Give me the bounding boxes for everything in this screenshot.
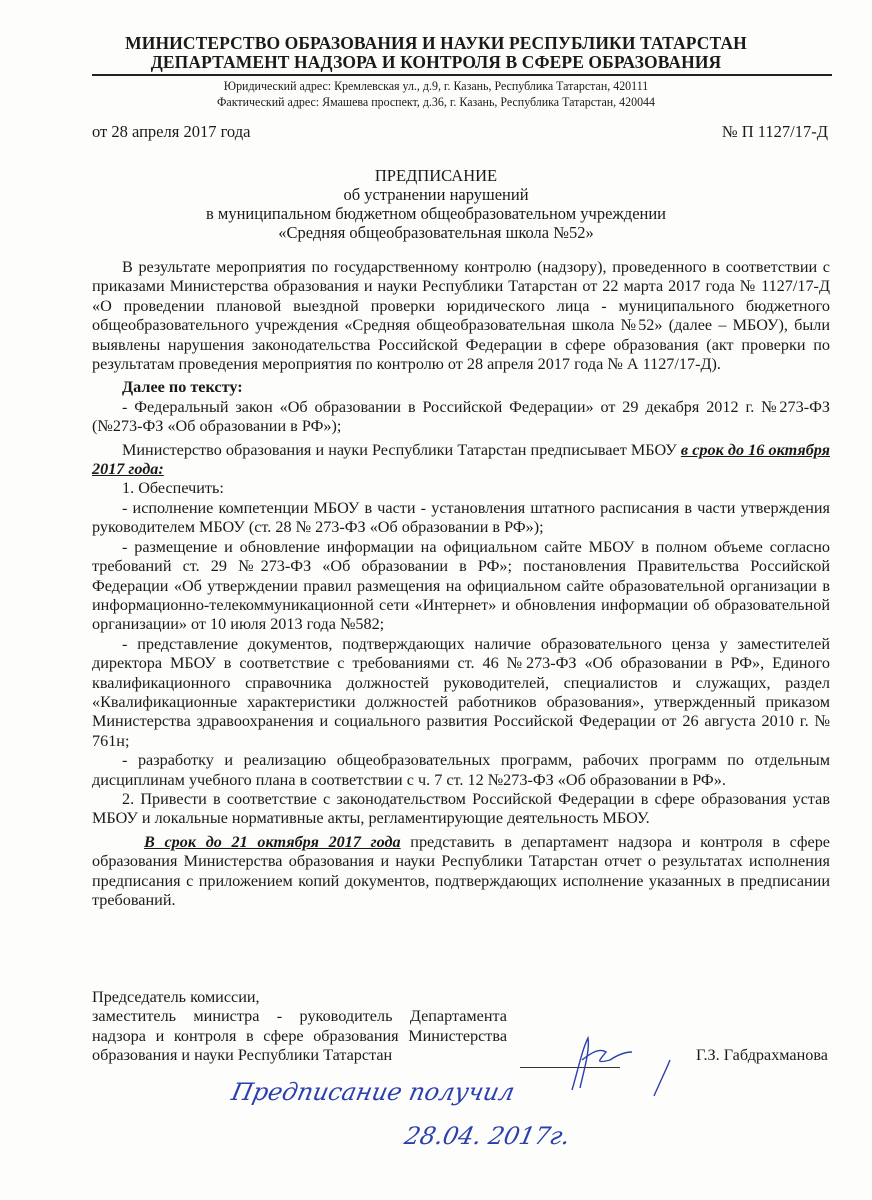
handwritten-receipt-date: 28.04. 2017г.	[402, 1122, 573, 1150]
signatory-role-3: надзора и контроля в сфере образования Министерства	[92, 1026, 507, 1045]
title-subtitle: об устранении нарушений	[343, 185, 529, 204]
signatory-name: Г.З. Габдрахманова	[695, 1046, 828, 1064]
legal-address: Юридический адрес: Кремлевская ул., д.9, г. Казань, Республика Татарстан, 420111	[223, 78, 649, 93]
document-body	[92, 258, 830, 914]
order-text: Министерство образования и науки Республики Татарстан предписывает МБОУ	[122, 440, 681, 459]
signatory-block	[92, 988, 507, 1066]
paragraph-report	[92, 833, 830, 911]
list-item-2: 2. Привести в соответствие с законодательством Российской Федерации в сфере образования устав МБОУ и локальные нормативные акты, регламентирующие деятельность МБОУ.	[92, 789, 830, 828]
report-deadline: В срок до 21 октября 2017 года	[144, 832, 401, 851]
report-text: представить в департамент надзора и контроля в сфере образования Министерства образования и науки Республики Татарстан отчет о результатах исполнения предписания с приложением копий документов, подтверждающих исполнение указанных в предписании требований.	[92, 832, 830, 909]
list-item-1c: - представление документов, подтверждающих наличие образовательного ценза у заместителей директора МБОУ в соответствие с требованиями ст. 46 №273-ФЗ «Об образовании в РФ», Единого квалификационного справочника должностей руководителей, специалистов и служащих, раздел «Квалификационные характеристики должностей работников образования», утвержденный приказом Министерства здравоохранения и социального развития Российской Федерации от 26 августа 2010 г. № 761н;	[92, 634, 830, 750]
addresses	[35, 78, 837, 110]
title-main: ПРЕДПИСАНИЕ	[374, 166, 498, 185]
title-institution-type: в муниципальном бюджетном общеобразовательном учреждении	[205, 204, 667, 223]
department-name: ДЕПАРТАМЕНТ НАДЗОРА И КОНТРОЛЯ В СФЕРЕ ОБРАЗОВАНИЯ	[150, 52, 722, 72]
paragraph-findings: В результате мероприятия по государственному контролю (надзору), проведенного в соответствии с приказами Министерства образования и науки Республики Татарстан от 22 марта 2017 года № 1127/17-Д «О проведении плановой выездной проверки юридического лица - муниципального бюджетного общеобразовательного учреждения «Средняя общеобразовательная школа №52» (далее – МБОУ), были выявлены нарушения законодательства Российской Федерации в сфере образования (акт проверки по результатам проведения мероприятия по контролю от 28 апреля 2017 года № А 1127/17-Д).	[92, 258, 830, 374]
signatory-role-2: заместитель министра - руководитель Департамента	[92, 1007, 507, 1026]
order-deadline: в срок до 16 октября 2017 года:	[92, 440, 830, 479]
list-item-1b: - размещение и обновление информации на официальном сайте МБОУ в полном объеме согласно требований ст. 29 №273-ФЗ «Об образовании в РФ»; постановления Правительства Российской Федерации «Об утверждении правил размещения на официальном сайте образовательной организации в информационно-телекоммуникационной сети «Интернет» и обновления информации об образовательной организации» от 10 июля 2013 года №582;	[92, 537, 830, 634]
paragraph-order	[92, 441, 830, 480]
paragraph-heading: Далее по тексту:	[122, 378, 243, 397]
paragraph-law: - Федеральный закон «Об образовании в Российской Федерации» от 29 декабря 2012 г. №273-ФЗ (№273-ФЗ «Об образовании в РФ»);	[92, 397, 830, 436]
document-date: от 28 апреля 2017 года	[92, 122, 251, 141]
document-number: № П 1127/17-Д	[721, 122, 828, 141]
handwritten-receipt-note: Предписание получил	[229, 1078, 518, 1106]
header-divider	[92, 74, 832, 76]
signatory-role-4: образования и науки Республики Татарстан	[92, 1046, 393, 1065]
signatory-role-1: Председатель комиссии,	[92, 988, 260, 1006]
handwritten-signature	[520, 1030, 700, 1100]
ministry-name: МИНИСТЕРСТВО ОБРАЗОВАНИЯ И НАУКИ РЕСПУБЛИКИ ТАТАРСТАН	[125, 33, 747, 53]
document-title	[0, 166, 872, 242]
ministry-header	[0, 34, 872, 72]
list-item-1a: - исполнение компетенции МБОУ в части - установления штатного расписания в части утверждения руководителем МБОУ (ст. 28 № 273-ФЗ «Об образовании в РФ»);	[92, 498, 830, 537]
title-institution-name: «Средняя общеобразовательная школа №52»	[278, 223, 594, 242]
list-item-1: 1. Обеспечить:	[122, 479, 224, 498]
actual-address: Фактический адрес: Ямашева проспект, д.36, г. Казань, Республика Татарстан, 420044	[216, 94, 656, 109]
list-item-1d: - разработку и реализацию общеобразовательных программ, рабочих программ по отдельным дисциплинам учебного плана в соответствии с ч. 7 ст. 12 №273-ФЗ «Об образовании в РФ».	[92, 751, 830, 789]
